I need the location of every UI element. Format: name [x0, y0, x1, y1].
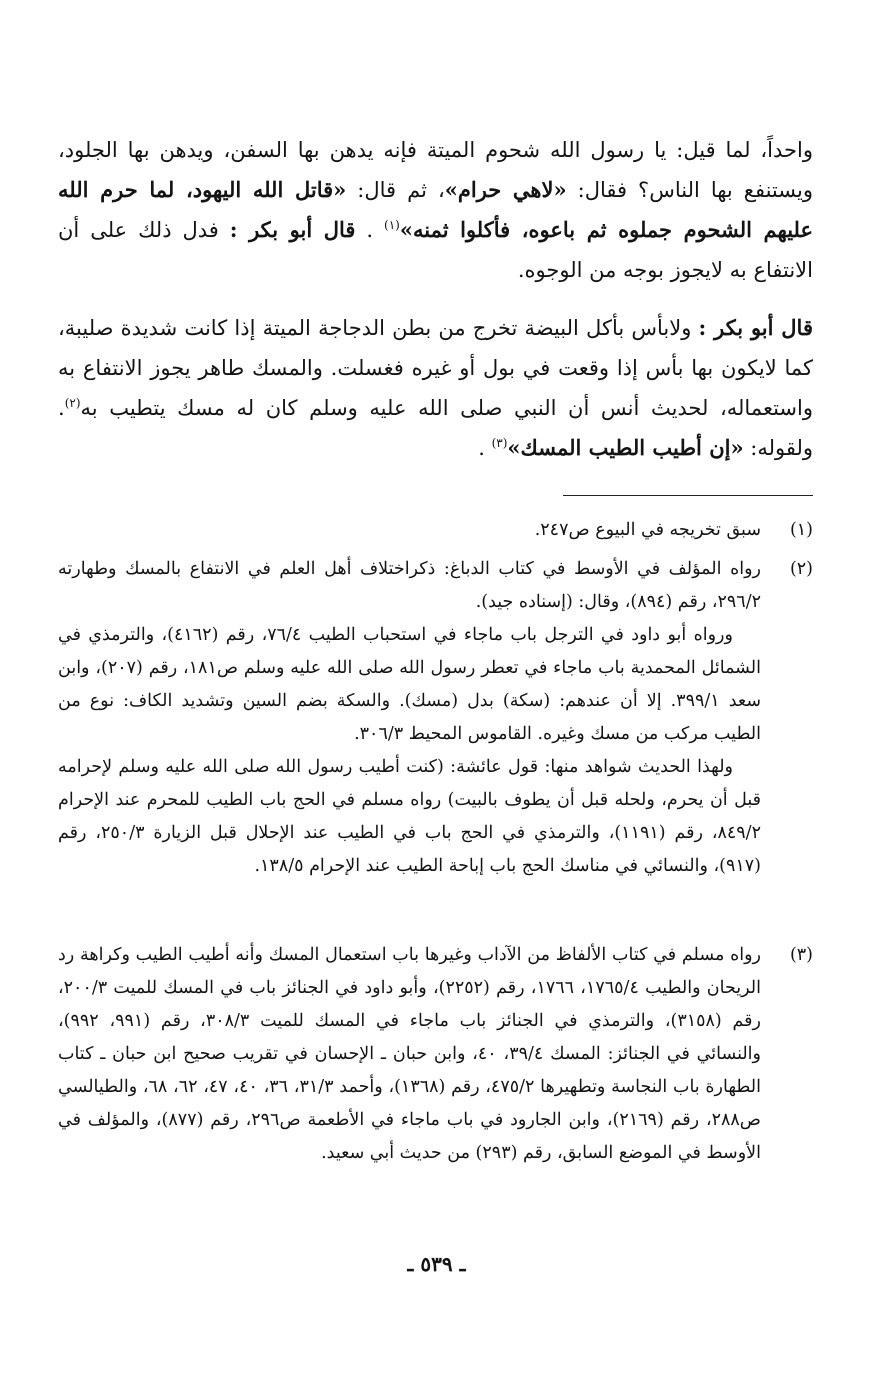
footnote-2: [58, 553, 813, 883]
footnote-paragraph: رواه مسلم في كتاب الألفاظ من الآداب وغيرها باب استعمال المسك وأنه أطيب الطيب وكراهة رد الريحان والطيب ١٧٦٥/٤، ١٧٦٦، رقم (٢٢٥٢)، وأبو داود في الجنائز باب في المسك للميت ٢٠٠/٣، رقم (٣١٥٨)، والترمذي في الجنائز باب ماجاء في المسك للميت ٣٠٨/٣، رقم (٩٩١، ٩٩٢)، والنسائي في الجنائز: المسك ٣٩/٤، ٤٠، وابن حبان ـ الإحسان في تقريب صحيح ابن حبان ـ كتاب الطهارة باب النجاسة وتطهيرها ٤٧٥/٢، رقم (١٣٦٨)، وأحمد ٣١/٣، ٣٦، ٤٠، ٤٧، ٦٢، ٦٨، والطيالسي ص٢٨٨، رقم (٢١٦٩)، وابن الجارود في باب ماجاء في الأطعمة ص٢٩٦، رقم (٨٧٧)، والمؤلف في الأوسط في الموضع السابق، رقم (٢٩٣) من حديث أبي سعيد.: [58, 945, 761, 1163]
text-run: . ولقوله:: [58, 396, 813, 460]
footnote-number: (٣): [789, 945, 813, 965]
page-number: ـ ٥٣٩ ـ: [407, 1252, 466, 1276]
footnote-body: [58, 514, 761, 547]
text-run: واحداً، لما قيل: يا رسول الله شحوم الميتة فإنه يدهن بها السفن، ويدهن بها الجلود، ويستنفع بها الناس؟ فقال:: [58, 138, 813, 202]
footnote-paragraph: سبق تخريجه في البيوع ص٢٤٧.: [534, 520, 761, 540]
footnote-ref-1[interactable]: (١): [384, 218, 400, 232]
hadith-quote: «قاتل الله اليهود، لما حرم الله عليهم الشحوم جملوه ثم باعوه، فأكلوا ثمنه»: [58, 177, 814, 242]
footnote-paragraph: ورواه أبو داود في الترجل باب ماجاء في استحباب الطيب ٧٦/٤، رقم (٤١٦٢)، والترمذي في الشمائل المحمدية باب ماجاء في تعطر رسول الله صلى الله عليه وسلم ص١٨١، رقم (٢٠٧)، وابن سعد ٣٩٩/١. إلا أن عندهم: (سكة) بدل (مسك). والسكة بضم السين وتشديد الكاف: نوع من الطيب مركب من مسك وغيره. القاموس المحيط ٣٠٦/٣.: [58, 625, 761, 744]
footnote-body: [58, 939, 761, 1170]
footnote-3: [58, 939, 813, 1170]
text-run: .: [355, 218, 385, 242]
author-attribution: قال أبو بكر :: [698, 315, 813, 340]
hadith-quote: «إن أطيب الطيب المسك»: [507, 435, 744, 460]
footnote-number: (٢): [789, 559, 813, 579]
hadith-quote: «لاهي حرام»: [444, 177, 567, 202]
footnote-1: [58, 514, 813, 547]
text-run: .: [478, 436, 492, 460]
footnote-ref-3[interactable]: (٣): [491, 436, 508, 450]
text-run: ، ثم قال:: [346, 178, 445, 202]
footnote-separator: [563, 495, 813, 496]
text-run: فدل ذلك على أن الانتفاع به لايجوز بوجه من الوجوه.: [58, 218, 813, 282]
footnote-body: [58, 553, 761, 883]
author-attribution: قال أبو بكر :: [229, 217, 356, 242]
footnote-ref-2[interactable]: (٢): [64, 396, 81, 410]
text-run: ولابأس بأكل البيضة تخرج من بطن الدجاجة الميتة إذا كانت شديدة صليبة، كما لايكون بها بأس إذا وقعت في بول أو غيره فغسلت. والمسك طاهر يجوز الانتفاع به واستعماله، لحديث أنس أن النبي صلى الله عليه وسلم كان له مسك يتطيب به: [58, 316, 813, 420]
footnote-paragraph: ولهذا الحديث شواهد منها: قول عائشة: (كنت أطيب رسول الله صلى الله عليه وسلم لإحرامه قبل أن يحرم، ولحله قبل أن يطوف بالبيت) رواه مسلم في الحج باب الطيب للمحرم عند الإحرام ٨٤٩/٢، رقم (١١٩١)، والترمذي في الحج باب في الطيب عند الإحلال قبل الزيارة ٢٥٠/٣، رقم (٩١٧)، والنسائي في مناسك الحج باب إباحة الطيب عند الإحرام ١٣٨/٥.: [58, 757, 761, 876]
body-paragraph-1: [58, 130, 813, 290]
body-paragraph-2: [58, 308, 813, 468]
footnote-number: (١): [789, 520, 813, 540]
footnote-paragraph: رواه المؤلف في الأوسط في كتاب الدباغ: ذكراختلاف أهل العلم في الانتفاع بالمسك وطهارته ٢٩٦/٢، رقم (٨٩٤)، وقال: (إسناده جيد).: [58, 559, 761, 612]
